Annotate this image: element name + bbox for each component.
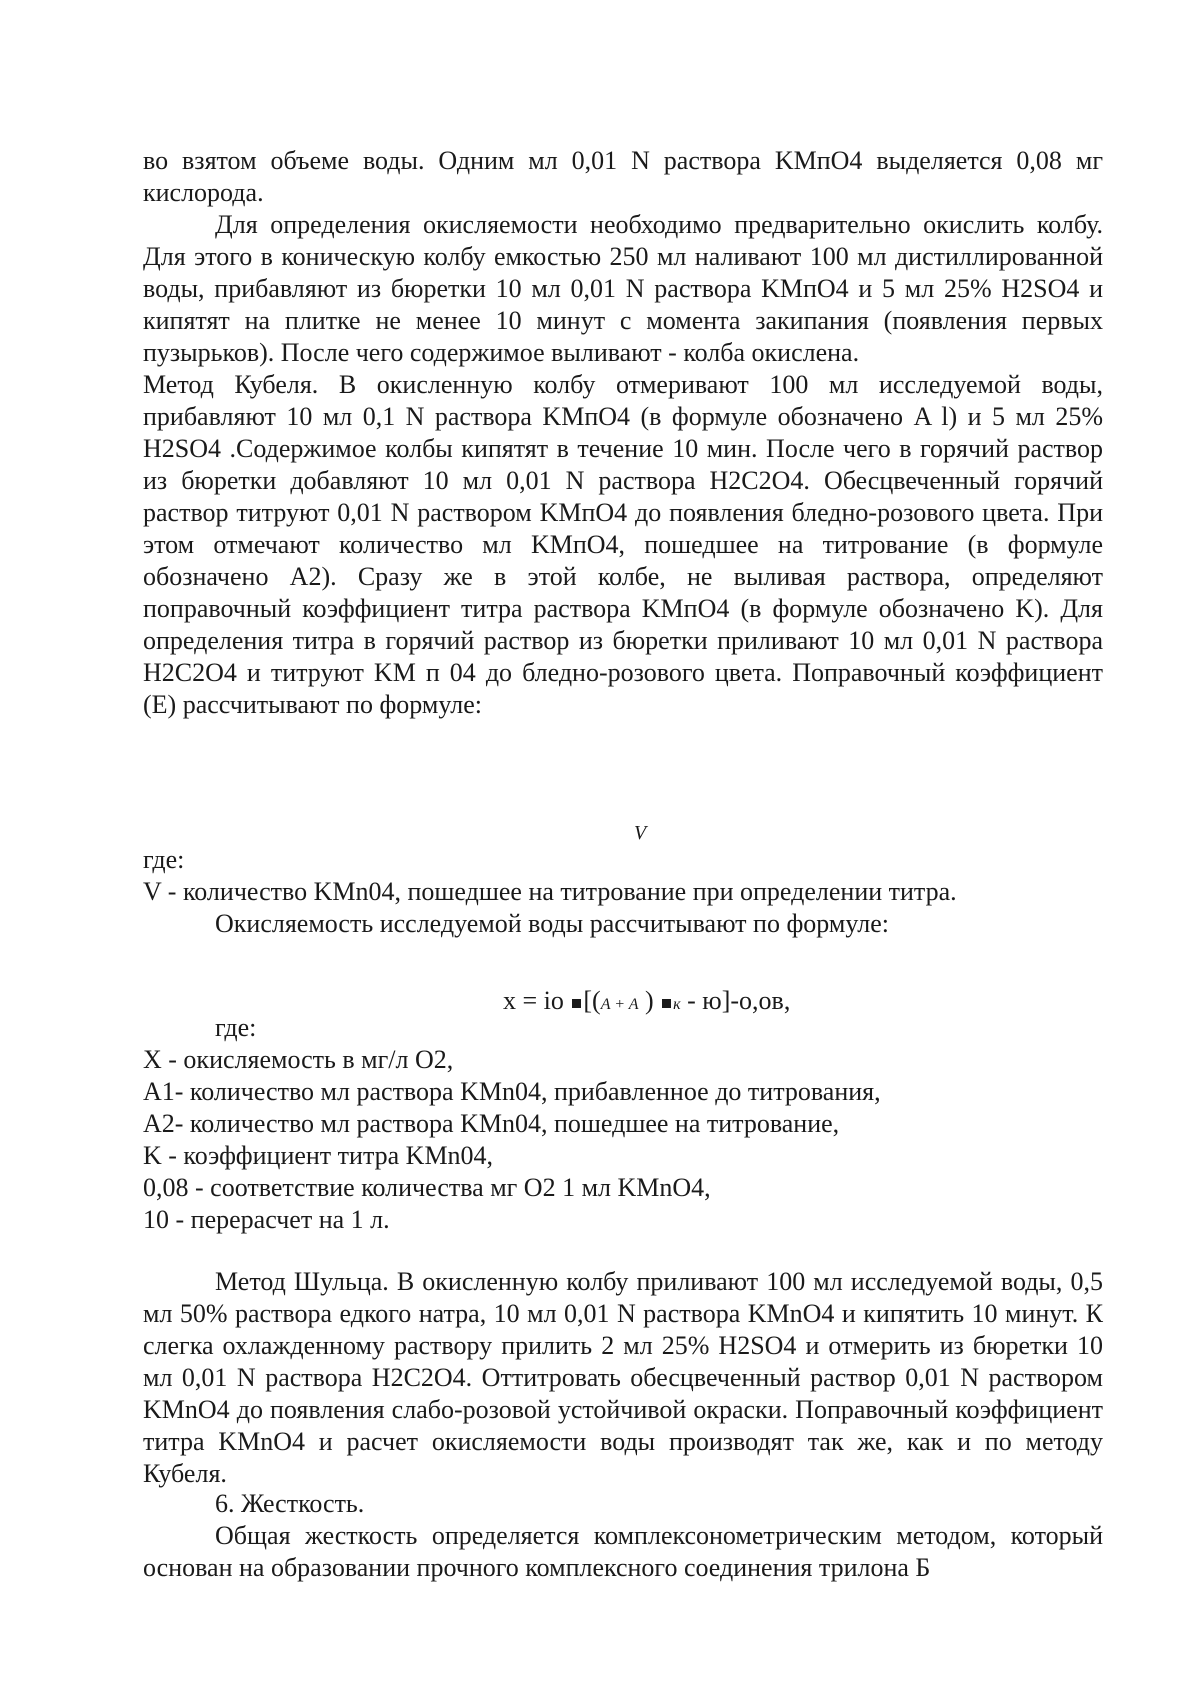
definition-008: 0,08 - соответствие количества мг O2 1 мл KMnO4, [143,1173,711,1202]
definition-a2: A2- количество мл раствора KMn04, пошедшее на титрование, [143,1109,840,1138]
paragraph-intro: во взятом объеме воды. Одним мл 0,01 N раствора KMпO4 выделяется 0,08 мг кислорода. [143,146,1103,207]
paragraph-oxidizability-formula-intro: Окисляемость исследуемой воды рассчитывают по формуле: [215,909,889,938]
formula-part-e: к [673,996,681,1013]
definition-x: X - окисляемость в мг/л O2, [143,1045,454,1074]
multiplication-dot-icon [662,999,671,1008]
formula-part-f: - ю]-о,ов, [687,986,791,1015]
where-label-1: где: [143,845,185,874]
definition-k: K - коэффициент титра KMn04, [143,1141,494,1170]
oxidizability-formula [503,985,790,1021]
formula-part-c: A + A [600,996,639,1013]
formula-part-a: x = io [503,986,564,1015]
paragraph-kubel-method: Метод Кубеля. В окисленную колбу отмеривают 100 мл исследуемой воды, прибавляют 10 мл 0,1 N раствора KMпO4 (в формуле обозначено A l) и 5 мл 25% H2SO4 .Содержимое колбы кипятят в течение 10 мин. После чего в горячий раствор из бюретки добавляют 10 мл 0,01 N раствора H2C2O4. Обесцвеченный горячий раствор титруют 0,01 N раствором KMпO4 до появления бледно-розового цвета. При этом отмечают количество мл KMпO4, пошедшее на титрование (в формуле обозначено A2). Сразу же в этой колбе, не выливая раствора, определяют поправочный коэффициент титра раствора KMпO4 (в формуле обозначено K). Для определения титра в горячий раствор из бюретки приливают 10 мл 0,01 N раствора H2C2O4 и титруют KM п 04 до бледно-розового цвета. Поправочный коэффициент (E) рассчитывают по формуле: [143,370,1103,719]
multiplication-dot-icon [572,999,581,1008]
formula-denominator-v: V [634,822,647,844]
definition-10: 10 - перерасчет на 1 л. [143,1205,390,1234]
paragraph-total-hardness: Общая жесткость определяется комплексонометрическим методом, который основан на образовании прочного комплексного соединения трилона Б [143,1521,1103,1582]
paragraph-schulz-method: Метод Шульца. В окисленную колбу приливают 100 мл исследуемой воды, 0,5 мл 50% раствора едкого натра, 10 мл 0,01 N раствора KMnO4 и кипятить 10 минут. К слегка охлажденному раствору прилить 2 мл 25% H2SO4 и отмерить из бюретки 10 мл 0,01 N раствора H2C2O4. Оттитровать обесцвеченный раствор 0,01 N раствором KMnO4 до появления слабо-розовой устойчивой окраски. Поправочный коэффициент титра KMnO4 и расчет окисляемости воды производят так же, как и по методу Кубеля. [143,1267,1103,1488]
definition-a1: A1- количество мл раствора KMn04, прибавленное до титрования, [143,1077,881,1106]
definition-v: V - количество KMn04, пошедшее на титрование при определении титра. [143,877,957,906]
section-heading-hardness: 6. Жесткость. [215,1489,365,1518]
where-label-2: где: [215,1013,257,1042]
paragraph-flask-oxidation: Для определения окисляемости необходимо предварительно окислить колбу. Для этого в коническую колбу емкостью 250 мл наливают 100 мл дистиллированной воды, прибавляют из бюретки 10 мл 0,01 N раствора KMпO4 и 5 мл 25% H2SO4 и кипятят на плитке не менее 10 минут с момента закипания (появления первых пузырьков). После чего содержимое выливают - колба окислена. [143,210,1103,367]
formula-part-d: ) [644,986,654,1015]
formula-part-b: [( [583,986,601,1015]
